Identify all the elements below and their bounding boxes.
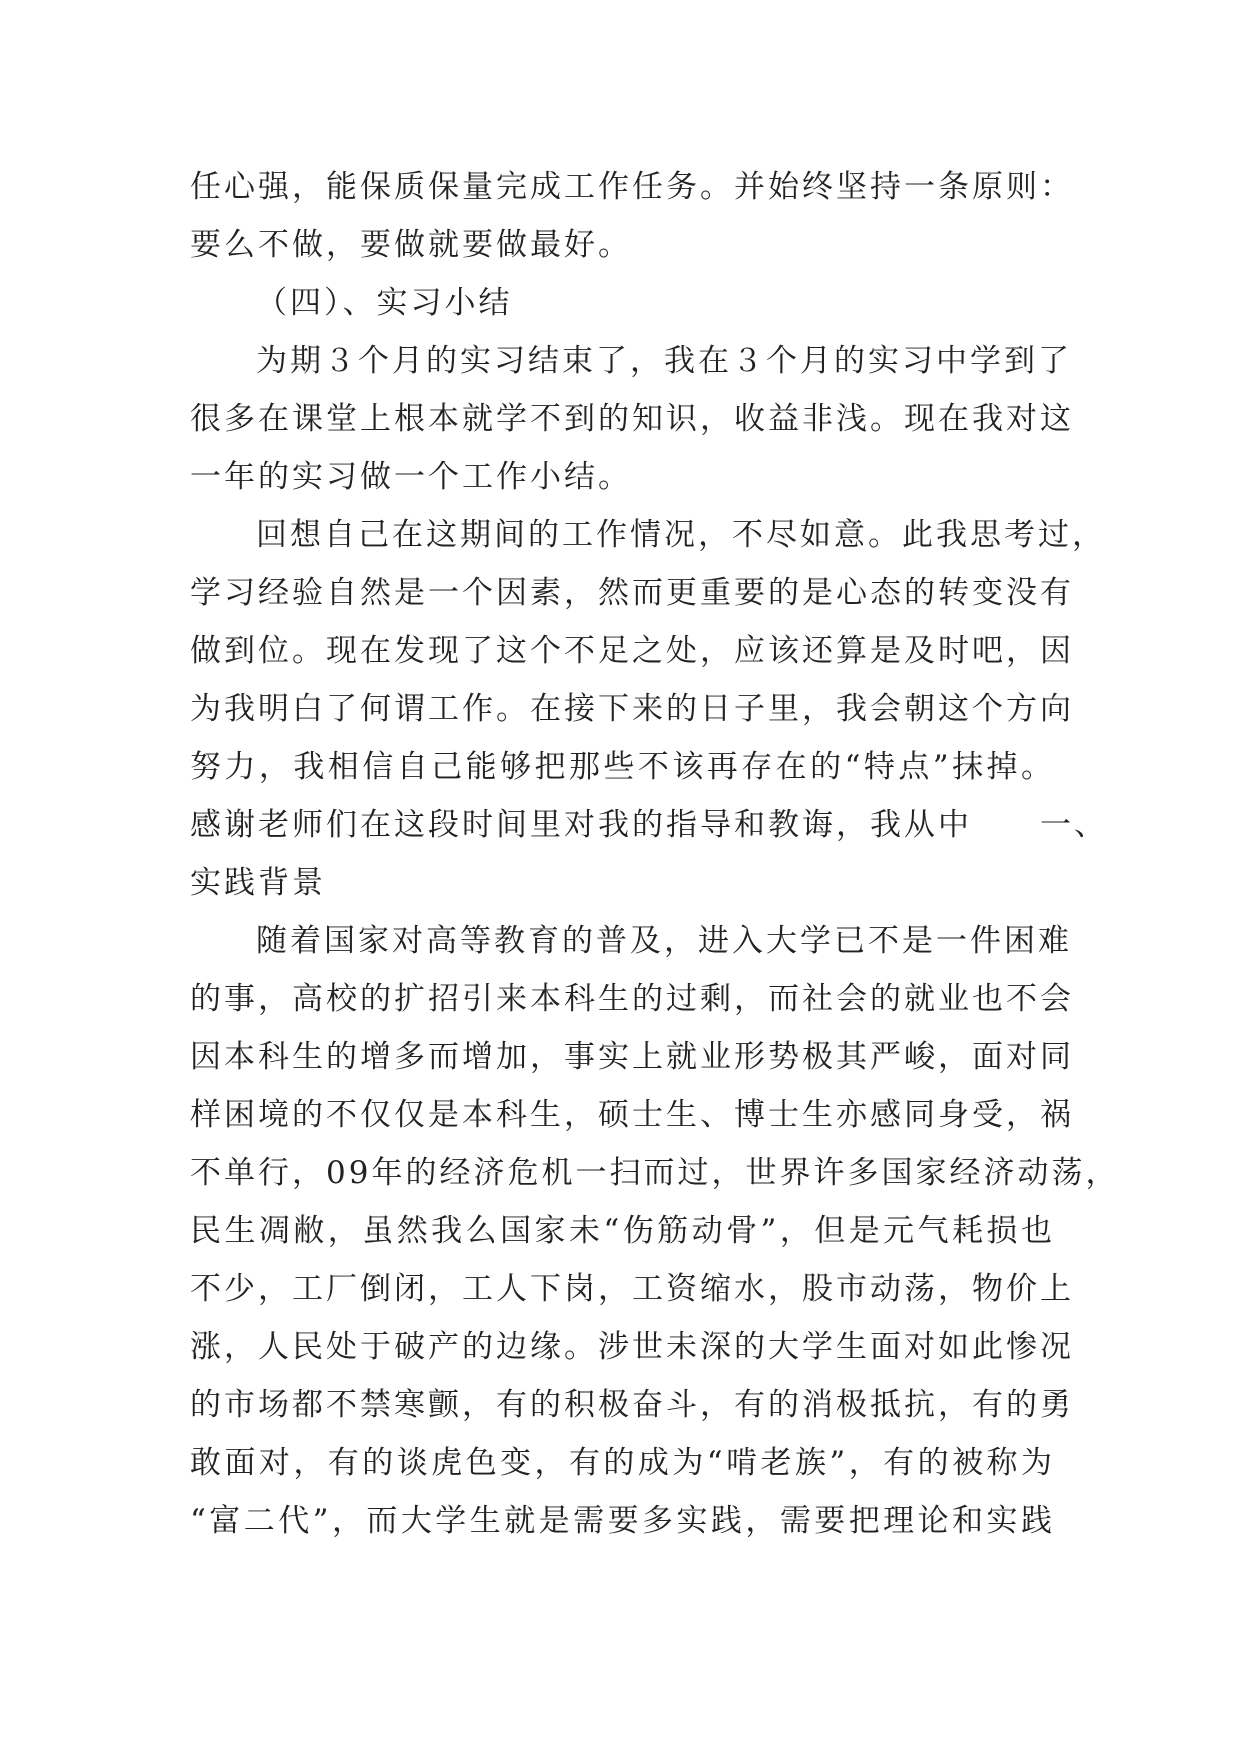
document-body: [190, 158, 1120, 1550]
text-line: 涨，人民处于破产的边缘。涉世未深的大学生面对如此惨况: [190, 1329, 1074, 1365]
section-heading: （四）、实习小结: [256, 285, 513, 321]
text-line: 样困境的不仅仅是本科生，硕士生、博士生亦感同身受，祸: [190, 1097, 1074, 1133]
text-line: 的市场都不禁寒颤，有的积极奋斗，有的消极抵抗，有的勇: [190, 1387, 1074, 1423]
text-line: 为我明白了何谓工作。在接下来的日子里，我会朝这个方向: [190, 691, 1074, 727]
text-line: 很多在课堂上根本就学不到的知识，收益非浅。现在我对这: [190, 401, 1074, 437]
text-line: 要么不做，要做就要做最好。: [190, 227, 632, 263]
text-line: 的事，高校的扩招引来本科生的过剩，而社会的就业也不会: [190, 981, 1074, 1017]
text-line: 学习经验自然是一个因素，然而更重要的是心态的转变没有: [190, 575, 1074, 611]
text-line: 不少，工厂倒闭，工人下岗，工资缩水，股市动荡，物价上: [190, 1271, 1074, 1307]
text-line: 任心强，能保质保量完成工作任务。并始终坚持一条原则：: [190, 169, 1074, 205]
text-line: 不单行，09年的经济危机一扫而过，世界许多国家经济动荡，: [190, 1155, 1120, 1191]
text-line: 回想自己在这期间的工作情况，不尽如意。此我思考过，: [256, 517, 1106, 553]
section-heading: 实践背景: [190, 865, 326, 901]
text-line: 努力，我相信自己能够把那些不该再存在的“特点”抹掉。: [190, 749, 1055, 785]
text-line: 感谢老师们在这段时间里对我的指导和教诲，我从中 一、: [190, 807, 1108, 843]
text-line: 做到位。现在发现了这个不足之处，应该还算是及时吧，因: [190, 633, 1074, 669]
text-line: “富二代”，而大学生就是需要多实践，需要把理论和实践: [190, 1503, 1055, 1539]
text-line: 敢面对，有的谈虎色变，有的成为“啃老族”，有的被称为: [190, 1445, 1055, 1481]
text-line: 一年的实习做一个工作小结。: [190, 459, 632, 495]
text-line: 随着国家对高等教育的普及，进入大学已不是一件困难: [256, 923, 1072, 959]
text-line: 因本科生的增多而增加，事实上就业形势极其严峻，面对同: [190, 1039, 1074, 1075]
text-line: 民生凋敝，虽然我么国家未“伤筋动骨”，但是元气耗损也: [190, 1213, 1055, 1249]
text-line: 为期３个月的实习结束了，我在３个月的实习中学到了: [256, 343, 1072, 379]
